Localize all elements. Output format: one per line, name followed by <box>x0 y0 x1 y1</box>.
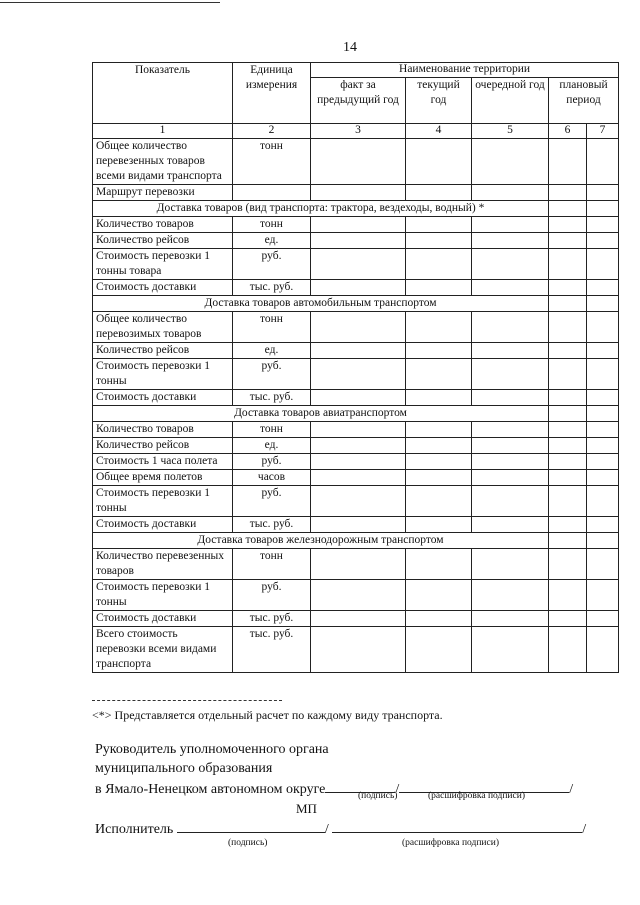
value-cell[interactable] <box>472 359 549 390</box>
value-cell[interactable] <box>549 470 587 486</box>
value-cell[interactable] <box>549 454 587 470</box>
section-row <box>93 406 619 422</box>
value-cell[interactable] <box>472 422 549 438</box>
value-cell[interactable] <box>549 217 587 233</box>
header-planned: плановый период <box>549 78 619 124</box>
value-cell[interactable] <box>406 627 472 673</box>
stamp-place: МП <box>296 801 317 816</box>
value-cell[interactable] <box>549 422 587 438</box>
value-cell[interactable] <box>472 249 549 280</box>
table-row <box>93 280 619 296</box>
value-cell[interactable] <box>311 486 406 517</box>
row-unit: ед. <box>233 438 311 454</box>
column-numbers-row <box>93 124 619 139</box>
value-cell[interactable] <box>406 470 472 486</box>
section-title: Доставка товаров железнодорожным транспортом <box>93 533 549 549</box>
row-unit: тыс. руб. <box>233 517 311 533</box>
value-cell[interactable] <box>311 233 406 249</box>
row-unit: руб. <box>233 486 311 517</box>
value-cell[interactable] <box>549 611 587 627</box>
value-cell[interactable] <box>587 470 619 486</box>
row-label: Общее количество перевезенных товаров всеми видами транспорта <box>93 139 233 185</box>
table-row <box>93 217 619 233</box>
value-cell[interactable] <box>587 517 619 533</box>
value-cell[interactable] <box>587 454 619 470</box>
value-cell[interactable] <box>406 343 472 359</box>
row-unit: ед. <box>233 343 311 359</box>
value-cell[interactable] <box>587 233 619 249</box>
table-row <box>93 185 619 201</box>
value-cell[interactable] <box>406 438 472 454</box>
row-unit: ед. <box>233 233 311 249</box>
value-cell[interactable] <box>549 406 587 422</box>
value-cell[interactable] <box>587 296 619 312</box>
row-label: Количество рейсов <box>93 233 233 249</box>
value-cell[interactable] <box>472 580 549 611</box>
value-cell[interactable] <box>406 390 472 406</box>
row-unit: тонн <box>233 549 311 580</box>
value-cell[interactable] <box>472 611 549 627</box>
table-row <box>93 312 619 343</box>
value-cell[interactable] <box>587 359 619 390</box>
value-cell[interactable] <box>587 422 619 438</box>
value-cell[interactable] <box>472 517 549 533</box>
row-label: Стоимость 1 часа полета <box>93 454 233 470</box>
value-cell[interactable] <box>311 517 406 533</box>
decode-caption: (расшифровка подписи) <box>428 791 525 801</box>
slash: / <box>569 782 574 797</box>
value-cell[interactable] <box>587 533 619 549</box>
value-cell[interactable] <box>472 454 549 470</box>
row-unit: тонн <box>233 217 311 233</box>
value-cell[interactable] <box>549 139 587 185</box>
table-row <box>93 611 619 627</box>
value-cell[interactable] <box>472 343 549 359</box>
table-row <box>93 359 619 390</box>
value-cell[interactable] <box>311 438 406 454</box>
value-cell[interactable] <box>472 312 549 343</box>
value-cell[interactable] <box>549 296 587 312</box>
value-cell[interactable] <box>406 312 472 343</box>
value-cell[interactable] <box>587 486 619 517</box>
signature-line-2: муниципального образования <box>95 761 273 776</box>
signature-line-3-text: в Ямало-Ненецком автономном округе <box>95 782 326 797</box>
row-label: Стоимость перевозки 1 тонны <box>93 486 233 517</box>
executor-line <box>95 818 620 838</box>
value-cell[interactable] <box>472 438 549 454</box>
value-cell[interactable] <box>472 185 549 201</box>
table-row <box>93 139 619 185</box>
column-number: 4 <box>406 124 472 139</box>
value-cell[interactable] <box>472 217 549 233</box>
value-cell[interactable] <box>311 422 406 438</box>
value-cell[interactable] <box>311 280 406 296</box>
value-cell[interactable] <box>406 422 472 438</box>
value-cell[interactable] <box>406 454 472 470</box>
table-row <box>93 454 619 470</box>
signature-line-1: Руководитель уполномоченного органа <box>95 742 329 757</box>
table-row <box>93 470 619 486</box>
slash: / <box>324 822 329 837</box>
table-row <box>93 580 619 611</box>
value-cell[interactable] <box>311 312 406 343</box>
value-cell[interactable] <box>549 201 587 217</box>
value-cell[interactable] <box>311 470 406 486</box>
value-cell[interactable] <box>472 486 549 517</box>
table-row <box>93 627 619 673</box>
value-cell[interactable] <box>587 611 619 627</box>
value-cell[interactable] <box>311 343 406 359</box>
row-unit: тыс. руб. <box>233 611 311 627</box>
top-rule <box>0 2 220 3</box>
executor-signature-field[interactable] <box>177 818 325 833</box>
value-cell[interactable] <box>311 580 406 611</box>
value-cell[interactable] <box>311 611 406 627</box>
value-cell[interactable] <box>472 390 549 406</box>
value-cell[interactable] <box>311 549 406 580</box>
table-row <box>93 390 619 406</box>
header-fact: факт за предыдущий год <box>311 78 406 124</box>
row-unit: руб. <box>233 359 311 390</box>
value-cell[interactable] <box>587 627 619 673</box>
value-cell[interactable] <box>587 201 619 217</box>
row-label: Общее время полетов <box>93 470 233 486</box>
table-row <box>93 422 619 438</box>
row-label: Количество перевезенных товаров <box>93 549 233 580</box>
row-unit: тыс. руб. <box>233 280 311 296</box>
value-cell[interactable] <box>587 312 619 343</box>
section-row <box>93 533 619 549</box>
section-title: Доставка товаров автомобильным транспортом <box>93 296 549 312</box>
row-label: Количество товаров <box>93 422 233 438</box>
row-unit: руб. <box>233 249 311 280</box>
value-cell[interactable] <box>587 280 619 296</box>
table-row <box>93 233 619 249</box>
page-number: 14 <box>343 40 357 55</box>
sign-caption: (подпись) <box>358 791 398 801</box>
value-cell[interactable] <box>406 359 472 390</box>
table-row <box>93 549 619 580</box>
section-row <box>93 201 619 217</box>
delivery-table <box>92 62 619 673</box>
signature-line-3 <box>95 778 615 799</box>
value-cell[interactable] <box>587 438 619 454</box>
row-unit: тонн <box>233 312 311 343</box>
section-title: Доставка товаров авиатранспортом <box>93 406 549 422</box>
slash: / <box>582 822 587 837</box>
header-current: текущий год <box>406 78 472 124</box>
row-label: Количество товаров <box>93 217 233 233</box>
table-row <box>93 517 619 533</box>
value-cell[interactable] <box>406 139 472 185</box>
value-cell[interactable] <box>587 549 619 580</box>
column-number: 1 <box>93 124 233 139</box>
table-row <box>93 486 619 517</box>
row-unit: тыс. руб. <box>233 627 311 673</box>
header-territory: Наименование территории <box>311 63 619 78</box>
executor-label: Исполнитель <box>95 822 174 837</box>
row-label: Количество рейсов <box>93 343 233 359</box>
value-cell[interactable] <box>472 470 549 486</box>
footnote-rule <box>92 700 282 701</box>
row-unit: тонн <box>233 139 311 185</box>
value-cell[interactable] <box>549 438 587 454</box>
value-cell[interactable] <box>311 185 406 201</box>
value-cell[interactable] <box>472 627 549 673</box>
signature-block <box>95 740 615 799</box>
row-unit: руб. <box>233 454 311 470</box>
value-cell[interactable] <box>549 533 587 549</box>
value-cell[interactable] <box>311 249 406 280</box>
value-cell[interactable] <box>406 280 472 296</box>
value-cell[interactable] <box>549 580 587 611</box>
value-cell[interactable] <box>472 139 549 185</box>
value-cell[interactable] <box>549 359 587 390</box>
column-number: 5 <box>472 124 549 139</box>
value-cell[interactable] <box>472 233 549 249</box>
value-cell[interactable] <box>549 627 587 673</box>
value-cell[interactable] <box>587 217 619 233</box>
value-cell[interactable] <box>406 611 472 627</box>
executor-sign-caption: (подпись) <box>228 838 268 848</box>
row-unit: тонн <box>233 422 311 438</box>
row-unit: руб. <box>233 580 311 611</box>
value-cell[interactable] <box>587 390 619 406</box>
value-cell[interactable] <box>311 139 406 185</box>
value-cell[interactable] <box>549 249 587 280</box>
header-indicator: Показатель <box>93 63 233 124</box>
row-label: Стоимость перевозки 1 тонны <box>93 580 233 611</box>
value-cell[interactable] <box>406 580 472 611</box>
table-body <box>93 139 619 673</box>
row-label: Стоимость перевозки 1 тонны <box>93 359 233 390</box>
slash: / <box>395 782 400 797</box>
value-cell[interactable] <box>406 217 472 233</box>
section-title: Доставка товаров (вид транспорта: трактора, вездеходы, водный) * <box>93 201 549 217</box>
row-label: Маршрут перевозки <box>93 185 233 201</box>
value-cell[interactable] <box>311 217 406 233</box>
value-cell[interactable] <box>587 343 619 359</box>
table-row <box>93 249 619 280</box>
value-cell[interactable] <box>587 580 619 611</box>
value-cell[interactable] <box>311 390 406 406</box>
row-label: Всего стоимость перевозки всеми видами транспорта <box>93 627 233 673</box>
column-number: 6 <box>549 124 587 139</box>
value-cell[interactable] <box>406 249 472 280</box>
value-cell[interactable] <box>311 359 406 390</box>
value-cell[interactable] <box>311 627 406 673</box>
value-cell[interactable] <box>406 185 472 201</box>
row-label: Количество рейсов <box>93 438 233 454</box>
value-cell[interactable] <box>549 390 587 406</box>
header-unit: Единица измерения <box>233 63 311 124</box>
footnote: <*> Представляется отдельный расчет по каждому виду транспорта. <box>92 708 443 722</box>
value-cell[interactable] <box>406 233 472 249</box>
value-cell[interactable] <box>587 249 619 280</box>
row-unit: часов <box>233 470 311 486</box>
value-cell[interactable] <box>406 549 472 580</box>
row-label: Стоимость доставки <box>93 390 233 406</box>
value-cell[interactable] <box>549 343 587 359</box>
row-unit <box>233 185 311 201</box>
row-label: Общее количество перевозимых товаров <box>93 312 233 343</box>
row-label: Стоимость доставки <box>93 280 233 296</box>
value-cell[interactable] <box>549 280 587 296</box>
executor-decode-caption: (расшифровка подписи) <box>402 838 499 848</box>
column-number: 2 <box>233 124 311 139</box>
value-cell[interactable] <box>406 517 472 533</box>
row-label: Стоимость доставки <box>93 517 233 533</box>
row-label: Стоимость доставки <box>93 611 233 627</box>
value-cell[interactable] <box>549 486 587 517</box>
row-label: Стоимость перевозки 1 тонны товара <box>93 249 233 280</box>
value-cell[interactable] <box>549 312 587 343</box>
value-cell[interactable] <box>549 549 587 580</box>
value-cell[interactable] <box>587 406 619 422</box>
value-cell[interactable] <box>587 185 619 201</box>
value-cell[interactable] <box>549 185 587 201</box>
header-next: очередной год <box>472 78 549 124</box>
value-cell[interactable] <box>472 549 549 580</box>
table-row <box>93 438 619 454</box>
section-row <box>93 296 619 312</box>
value-cell[interactable] <box>549 233 587 249</box>
value-cell[interactable] <box>587 139 619 185</box>
column-number: 3 <box>311 124 406 139</box>
value-cell[interactable] <box>549 517 587 533</box>
table-row <box>93 343 619 359</box>
executor-decode-field[interactable] <box>332 818 582 833</box>
row-unit: тыс. руб. <box>233 390 311 406</box>
value-cell[interactable] <box>406 486 472 517</box>
value-cell[interactable] <box>311 454 406 470</box>
value-cell[interactable] <box>472 280 549 296</box>
column-number: 7 <box>587 124 619 139</box>
